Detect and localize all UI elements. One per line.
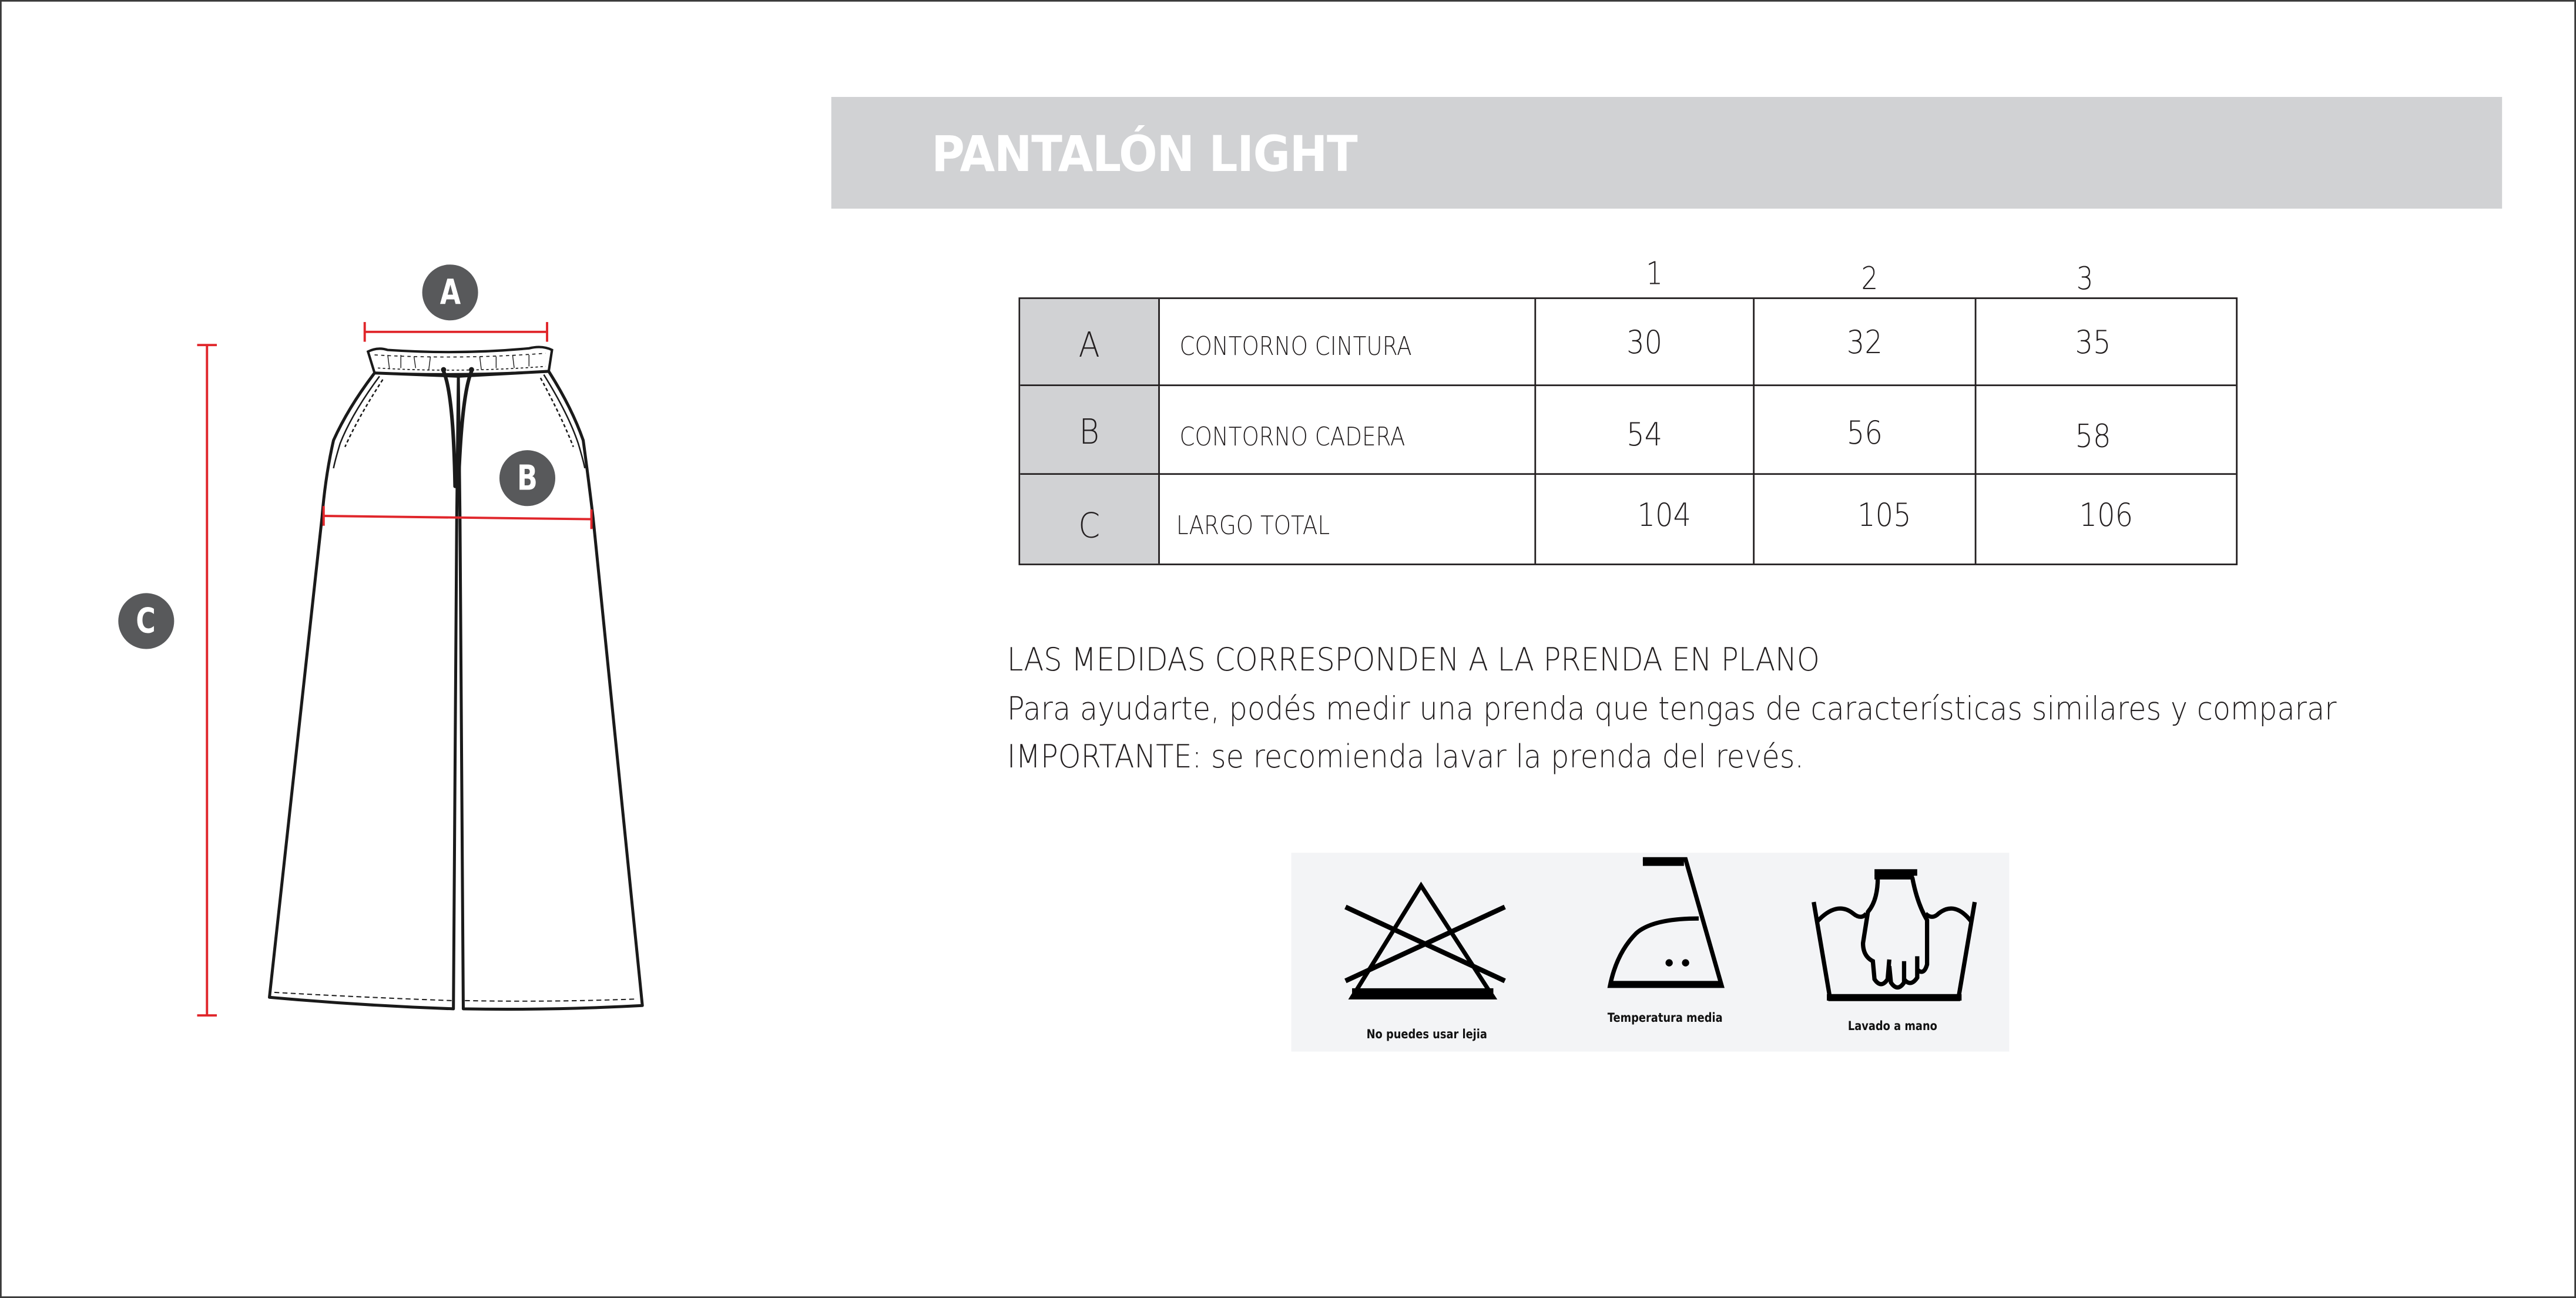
- name-cell: CONTORNO CINTURA: [1160, 299, 1536, 386]
- badge-a: A: [422, 264, 478, 320]
- name-cell: LARGO TOTAL: [1160, 475, 1536, 564]
- table-row: [1020, 386, 2236, 475]
- code-cell: B: [1020, 386, 1160, 475]
- value-cell: 106: [2079, 496, 2134, 534]
- value-cell: 32: [1755, 299, 1976, 386]
- care-item-iron-medium: [1554, 853, 1776, 1051]
- value-cell: 56: [1755, 386, 1976, 475]
- size-header-2: 2: [1861, 261, 1879, 298]
- badge-b: B: [499, 450, 555, 506]
- measure-line-c: [197, 345, 217, 1015]
- measure-line-a: [365, 322, 547, 342]
- care-item-no-bleach: [1292, 853, 1554, 1051]
- code-cell: C: [1020, 475, 1160, 564]
- code-cell: A: [1020, 299, 1160, 386]
- care-item-hand-wash: [1776, 853, 2009, 1051]
- waistband: [368, 347, 552, 374]
- care-label: No puedes usar lejia: [1366, 1027, 1487, 1042]
- badge-c: C: [118, 593, 174, 649]
- value-cell: 54: [1536, 386, 1755, 475]
- care-label: Lavado a mano: [1847, 1018, 1937, 1034]
- pants-diagram: [99, 246, 756, 1035]
- value-cell: 105: [1755, 475, 1976, 564]
- value-cell: 58: [2075, 417, 2111, 455]
- table-row: [1020, 475, 2236, 564]
- value-cell: 35: [2075, 323, 2111, 362]
- value-cell: 30: [1536, 299, 1755, 386]
- title-bar: [831, 97, 2502, 209]
- no-bleach-icon: [1292, 853, 1554, 1051]
- value-cell: 104: [1536, 475, 1755, 564]
- name-cell: CONTORNO CADERA: [1160, 386, 1536, 475]
- size-header-3: 3: [2076, 261, 2094, 298]
- care-instructions: [1292, 853, 2010, 1051]
- pants-illustration: [99, 246, 756, 1035]
- table-row: [1020, 299, 2236, 386]
- size-table: [1018, 297, 2238, 565]
- note-compare: Para ayudarte, podés medir una prenda que tengas de características similares y comparar: [1007, 689, 2337, 727]
- note-wash-inside-out: IMPORTANTE: se recomienda lavar la prenda del revés.: [1007, 737, 1804, 776]
- product-title: PANTALÓN LIGHT: [931, 126, 1357, 185]
- size-header-1: 1: [1646, 256, 1663, 293]
- note-flat-measure: LAS MEDIDAS CORRESPONDEN A LA PRENDA EN PLANO: [1007, 640, 1820, 679]
- care-label: Temperatura media: [1607, 1010, 1723, 1025]
- measurement-notes: [1007, 636, 2337, 781]
